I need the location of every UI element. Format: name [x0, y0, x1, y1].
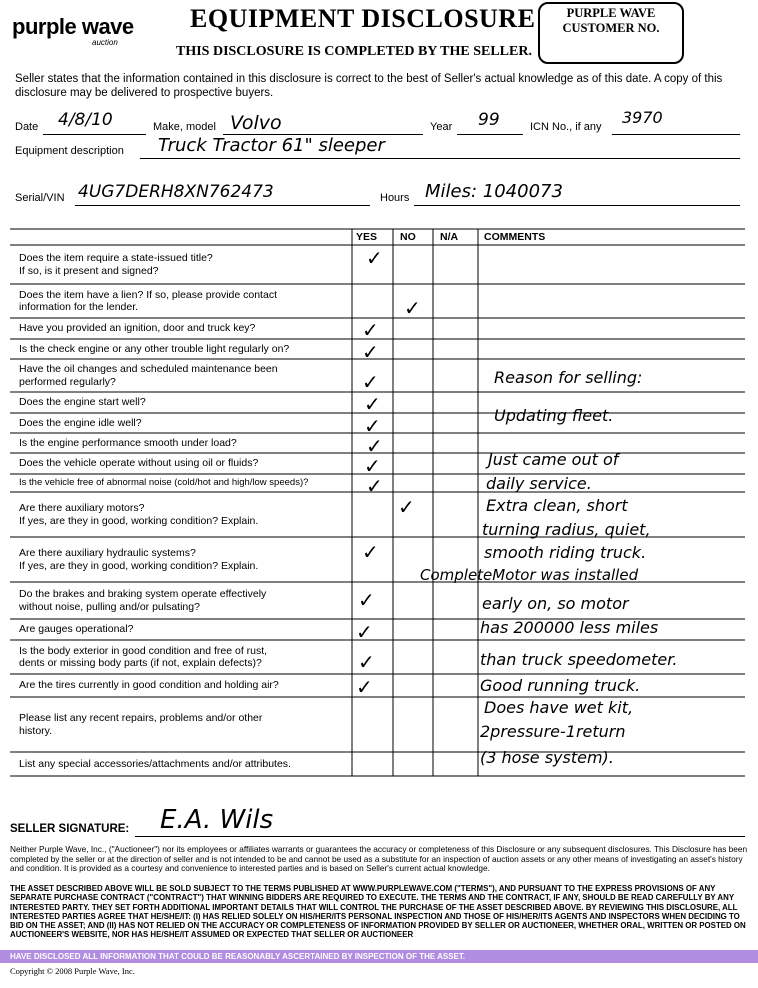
page-title: EQUIPMENT DISCLOSURE	[190, 4, 536, 33]
question-text: Are the tires currently in good condition and holding air?	[19, 679, 279, 692]
question-row	[19, 712, 349, 737]
question-row	[19, 343, 349, 356]
question-text: Is the vehicle free of abnormal noise (cold/hot and high/low speeds)?	[19, 476, 309, 488]
comment-line: turning radius, quiet,	[482, 520, 651, 539]
question-text-line2: If so, is it present and signed?	[19, 264, 159, 277]
question-text: Are there auxiliary hydraulic systems?	[19, 547, 196, 559]
comment-line: Good running truck.	[480, 676, 641, 695]
column-header-na: N/A	[440, 231, 459, 243]
check-mark: ✓	[366, 434, 383, 458]
question-row	[19, 363, 349, 388]
comment-line: Just came out of	[488, 450, 619, 469]
check-mark: ✓	[398, 495, 415, 519]
date-value: 4/8/10	[58, 110, 113, 130]
logo: purple wave	[12, 14, 134, 39]
question-text-line2: information for the lender.	[19, 301, 139, 313]
question-row	[19, 502, 349, 527]
customer-box-line2: CUSTOMER NO.	[562, 21, 660, 35]
question-text-line2: history.	[19, 724, 53, 737]
copyright: Copyright © 2008 Purple Wave, Inc.	[10, 966, 135, 976]
check-mark: ✓	[362, 318, 379, 342]
question-row	[19, 322, 349, 335]
question-text: Does the vehicle operate without using oil or fluids?	[19, 457, 259, 470]
description-value: Truck Tractor 61" sleeper	[158, 135, 385, 156]
make-value: Volvo	[230, 112, 282, 134]
make-label: Make, model	[153, 121, 216, 133]
question-row	[19, 547, 349, 572]
signature-line	[135, 836, 745, 837]
serial-value: 4UG7DERH8XN762473	[78, 182, 274, 202]
comment-line: than truck speedometer.	[480, 650, 678, 669]
question-text: Does the item require a state-issued title?	[19, 252, 213, 264]
hours-value: Miles: 1040073	[425, 181, 563, 202]
question-row	[19, 417, 349, 430]
signature-value: E.A. Wils	[160, 805, 274, 835]
question-row	[19, 623, 349, 636]
question-text: Have the oil changes and scheduled maintenance been	[19, 363, 278, 375]
question-row	[19, 645, 349, 670]
check-mark: ✓	[362, 370, 379, 394]
customer-box-line1: PURPLE WAVE	[566, 6, 656, 20]
question-text: Are gauges operational?	[19, 623, 134, 636]
question-text: Does the engine idle well?	[19, 416, 142, 429]
comment-line: has 200000 less miles	[480, 618, 659, 637]
check-mark: ✓	[366, 246, 383, 270]
comment-line: daily service.	[486, 474, 592, 493]
question-row	[19, 252, 349, 277]
check-mark: ✓	[356, 620, 373, 644]
check-mark: ✓	[366, 474, 383, 498]
page-subtitle: THIS DISCLOSURE IS COMPLETED BY THE SELLER.	[176, 44, 532, 59]
question-text: Does the engine start well?	[19, 396, 146, 409]
check-mark: ✓	[362, 540, 379, 564]
comment-line: Reason for selling:	[494, 368, 643, 387]
serial-label: Serial/VIN	[15, 192, 65, 204]
check-mark: ✓	[356, 675, 373, 699]
description-label: Equipment description	[15, 145, 124, 157]
terms-text: THE ASSET DESCRIBED ABOVE WILL BE SOLD SUBJECT TO THE TERMS PUBLISHED AT WWW.PURPLEWAVE.COM ("TERMS"), AND PURSUANT TO THE EXPRESS PROVISIONS OF ANY SEPARATE PURCHASE CONTRACT ("CONTRACT") THAT WINNING BIDDERS ARE REQUIRED TO EXECUTE. THE TERMS AND THE CONTRACT, IF ANY, SHOULD BE READ CAREFULLY BY ANY INTERESTED PARTY. THEY SET FORTH ADDITIONAL IMPORTANT DETAILS THAT WILL CONTROL THE PURCHASE OF THE ASSET DESCRIBED ABOVE. BY REVIEWING THIS DISCLOSURE, ALL INTERESTED PARTIES AGREE THAT HE/SHE/IT: (I) HAS RELIED SOLELY ON HIS/HER/ITS PERSONAL INSPECTION AND THOSE OF HIS/HER/ITS AGENTS AND INSPECTORS WHEN DECIDING TO BID ON THE ASSET; AND (II) HAS NOT RELIED ON THE ACCURACY OR COMPLETENESS OF INFORMATION PROVIDED BY SELLER OR AUCTIONEER, WHETHER ORAL, WRITTEN OR POSTED ON AUCTIONEER'S WEBSITE, NOR HAS HE/SHE/IT ASSUMED OR EXPECTED THAT SELLER OR AUCTIONEER	[10, 884, 746, 940]
disclaimer-text: Neither Purple Wave, Inc., ("Auctioneer") nor its employees or affiliates warrants or guarantees the accuracy or completeness of this Disclosure or any subsequent disclosures. This Disclosure has been completed by the seller or at the direction of seller and is not intended to be and cannot be used as a substitute for an inspection of auction assets or any other means of investigating an asset's history and condition. It is provided as a courtesy and convenience to interested parties and is based on Seller's current actual knowledge.	[10, 844, 748, 873]
check-mark: ✓	[404, 296, 421, 320]
logo-subtext: auction	[92, 38, 118, 47]
question-text: Is the body exterior in good condition and free of rust,	[19, 644, 268, 657]
comment-line: smooth riding truck.	[484, 543, 647, 562]
question-text: Please list any recent repairs, problems and/or other	[19, 712, 263, 724]
question-row	[19, 588, 349, 613]
disclosure-banner: HAVE DISCLOSED ALL INFORMATION THAT COULD BE REASONABLY ASCERTAINED BY INSPECTION OF THE ASSET.	[0, 950, 758, 963]
question-text-line2: without noise, pulling and/or pulsating?	[19, 600, 200, 613]
signature-label: SELLER SIGNATURE:	[10, 823, 130, 835]
check-mark: ✓	[364, 414, 381, 438]
question-row	[19, 396, 349, 409]
question-row	[19, 679, 349, 692]
question-text: Does the item have a lien? If so, please provide contact	[19, 288, 277, 301]
comment-line: early on, so motor	[482, 594, 629, 613]
intro-text: Seller states that the information contained in this disclosure is correct to the best of Seller's actual knowledge as of this date. A copy of this disclosure may be delivered to prospective buyers.	[15, 73, 723, 99]
comment-line: CompleteMotor was installed	[420, 566, 639, 584]
comment-line: Extra clean, short	[486, 496, 628, 515]
question-text: Is the check engine or any other trouble light regularly on?	[19, 342, 290, 355]
question-row	[19, 289, 349, 314]
question-text-line2: dents or missing body parts (if not, explain defects)?	[19, 657, 262, 669]
check-mark: ✓	[364, 392, 381, 416]
check-mark: ✓	[358, 650, 375, 674]
check-mark: ✓	[362, 340, 379, 364]
question-text: Are there auxiliary motors?	[19, 502, 145, 514]
column-header-comments: COMMENTS	[484, 231, 546, 243]
question-text-line2: If yes, are they in good, working condition? Explain.	[19, 559, 259, 572]
question-row	[19, 477, 349, 490]
comment-line: Updating fleet.	[494, 406, 614, 425]
question-text: List any special accessories/attachments and/or attributes.	[19, 757, 291, 770]
question-row	[19, 437, 349, 450]
check-mark: ✓	[358, 588, 375, 612]
question-text: Is the engine performance smooth under load?	[19, 436, 237, 449]
question-text: Have you provided an ignition, door and truck key?	[19, 322, 256, 335]
icn-value: 3970	[622, 108, 663, 127]
column-header-no: NO	[400, 231, 416, 243]
year-label: Year	[430, 121, 453, 133]
column-header-yes: YES	[356, 231, 378, 243]
question-row	[19, 457, 349, 470]
year-value: 99	[478, 110, 500, 130]
question-text-line2: If yes, are they in good, working condition? Explain.	[19, 514, 259, 527]
date-label: Date	[15, 121, 39, 133]
comment-line: (3 hose system).	[480, 748, 614, 767]
icn-label: ICN No., if any	[530, 121, 602, 133]
check-mark: ✓	[364, 454, 381, 478]
question-row	[19, 758, 349, 771]
hours-label: Hours	[380, 192, 410, 204]
comment-line: Does have wet kit,	[484, 698, 634, 717]
comment-line: 2pressure-1return	[480, 722, 626, 741]
question-text: Do the brakes and braking system operate effectively	[19, 588, 267, 600]
question-text-line2: performed regularly?	[19, 375, 116, 388]
